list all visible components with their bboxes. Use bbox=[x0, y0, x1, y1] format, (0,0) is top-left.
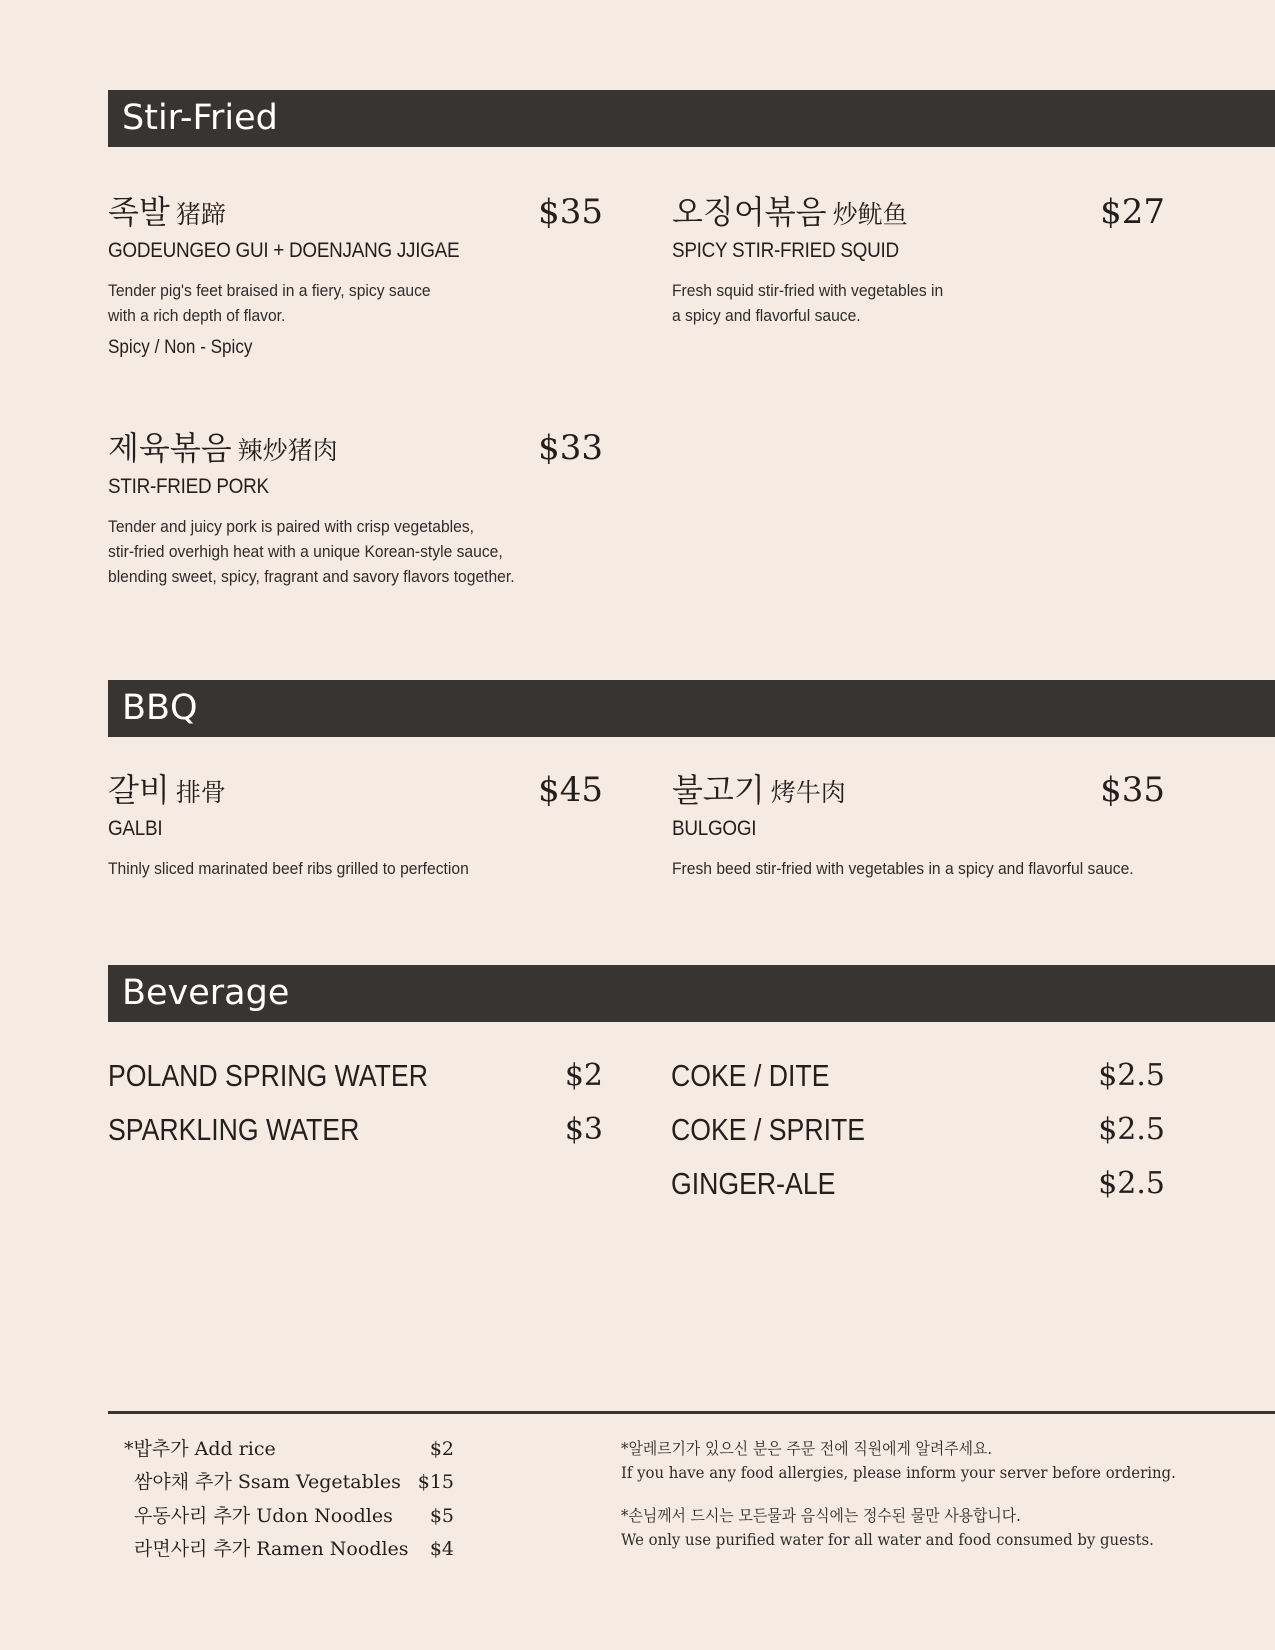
extra-name: 우동사리 추가 Udon Noodles bbox=[134, 1505, 393, 1527]
beverage-name: SPARKLING WATER bbox=[108, 1112, 360, 1147]
description-line: with a rich depth of flavor. bbox=[108, 306, 286, 325]
item-name-ko: 오징어볶음 bbox=[672, 193, 827, 231]
menu-item-jokbal bbox=[108, 192, 603, 382]
item-description bbox=[108, 514, 515, 589]
beverage-price: $3 bbox=[564, 1112, 603, 1147]
section-header-beverage: Beverage bbox=[108, 965, 1275, 1022]
item-price: $35 bbox=[1100, 770, 1165, 810]
item-title bbox=[672, 770, 846, 813]
beverage-name: COKE / DITE bbox=[671, 1058, 830, 1093]
item-price: $45 bbox=[538, 770, 603, 810]
item-name-ko: 족발 bbox=[108, 193, 170, 231]
description-line: Tender pig's feet braised in a fiery, spicy sauce bbox=[108, 281, 431, 300]
water-notice-ko: *손님께서 드시는 모든물과 음식에는 정수된 물만 사용합니다. bbox=[621, 1506, 1021, 1525]
extra-item-udon bbox=[134, 1501, 464, 1531]
item-name-ko: 제육볶음 bbox=[108, 429, 232, 467]
beverage-row bbox=[671, 1110, 1165, 1150]
description-line: a spicy and flavorful sauce. bbox=[672, 306, 861, 325]
footer-divider bbox=[108, 1411, 1275, 1414]
item-description bbox=[672, 278, 943, 328]
description-line: Tender and juicy pork is paired with crisp vegetables, bbox=[108, 517, 475, 536]
item-price: $35 bbox=[538, 192, 603, 232]
description-line: blending sweet, spicy, fragrant and savory flavors together. bbox=[108, 567, 515, 586]
item-price: $27 bbox=[1100, 192, 1165, 232]
beverage-row bbox=[108, 1056, 603, 1096]
description-line: Fresh beed stir-fried with vegetables in a spicy and flavorful sauce. bbox=[672, 859, 1134, 878]
menu-item-ojingeo-bokkeum bbox=[672, 192, 1165, 342]
item-name-ko: 갈비 bbox=[108, 771, 170, 809]
beverage-name: GINGER-ALE bbox=[671, 1166, 836, 1201]
extra-price: $2 bbox=[429, 1438, 454, 1460]
extra-price: $4 bbox=[429, 1538, 454, 1560]
item-title bbox=[108, 428, 338, 471]
item-name-en: STIR-FRIED PORK bbox=[108, 475, 269, 498]
beverage-price: $2.5 bbox=[1098, 1058, 1165, 1093]
item-name-zh: 猪蹄 bbox=[175, 200, 226, 229]
beverage-price: $2 bbox=[564, 1058, 603, 1093]
menu-item-jeyuk-bokkeum bbox=[108, 428, 603, 598]
item-name-zh: 烤牛肉 bbox=[770, 778, 846, 807]
extra-price: $15 bbox=[417, 1471, 454, 1493]
item-description bbox=[108, 856, 469, 881]
extra-name: 쌈야채 추가 Ssam Vegetables bbox=[134, 1471, 401, 1493]
item-title bbox=[672, 192, 908, 235]
allergy-notice-ko: *알레르기가 있으신 분은 주문 전에 직원에게 알려주세요. bbox=[621, 1439, 993, 1458]
item-name-en: GALBI bbox=[108, 817, 163, 840]
item-description bbox=[672, 856, 1134, 881]
beverage-price: $2.5 bbox=[1098, 1166, 1165, 1201]
item-spice-option: Spicy / Non - Spicy bbox=[108, 337, 253, 358]
water-notice-en: We only use purified water for all water and food consumed by guests. bbox=[621, 1530, 1154, 1549]
extra-price: $5 bbox=[429, 1505, 454, 1527]
item-description bbox=[108, 278, 431, 328]
item-name-en: BULGOGI bbox=[672, 817, 757, 840]
section-header-bbq: BBQ bbox=[108, 680, 1275, 737]
item-name-en: GODEUNGEO GUI + DOENJANG JJIGAE bbox=[108, 239, 460, 262]
item-name-zh: 排骨 bbox=[175, 778, 226, 807]
beverage-row bbox=[108, 1110, 603, 1150]
item-name-en: SPICY STIR-FRIED SQUID bbox=[672, 239, 899, 262]
beverage-row bbox=[671, 1056, 1165, 1096]
allergy-notice-en: If you have any food allergies, please inform your server before ordering. bbox=[621, 1463, 1176, 1482]
section-header-stir-fried: Stir-Fried bbox=[108, 90, 1275, 147]
beverage-price: $2.5 bbox=[1098, 1112, 1165, 1147]
item-title bbox=[108, 770, 226, 813]
description-line: Thinly sliced marinated beef ribs grilled to perfection bbox=[108, 859, 469, 878]
extra-item-ramen bbox=[134, 1534, 464, 1564]
description-line: stir-fried overhigh heat with a unique Korean-style sauce, bbox=[108, 542, 503, 561]
beverage-name: COKE / SPRITE bbox=[671, 1112, 866, 1147]
item-title bbox=[108, 192, 226, 235]
menu-item-galbi bbox=[108, 770, 603, 890]
beverage-name: POLAND SPRING WATER bbox=[108, 1058, 428, 1093]
item-name-zh: 炒鱿鱼 bbox=[832, 200, 908, 229]
extra-item-ssam bbox=[134, 1467, 464, 1497]
item-name-ko: 불고기 bbox=[672, 771, 765, 809]
extra-name: 라면사리 추가 Ramen Noodles bbox=[134, 1538, 409, 1560]
item-name-zh: 辣炒猪肉 bbox=[237, 436, 338, 465]
extra-name: *밥추가 Add rice bbox=[124, 1438, 276, 1460]
item-price: $33 bbox=[538, 428, 603, 468]
beverage-row bbox=[671, 1164, 1165, 1204]
menu-item-bulgogi bbox=[672, 770, 1165, 890]
extra-item-rice bbox=[124, 1434, 464, 1464]
description-line: Fresh squid stir-fried with vegetables in bbox=[672, 281, 944, 300]
